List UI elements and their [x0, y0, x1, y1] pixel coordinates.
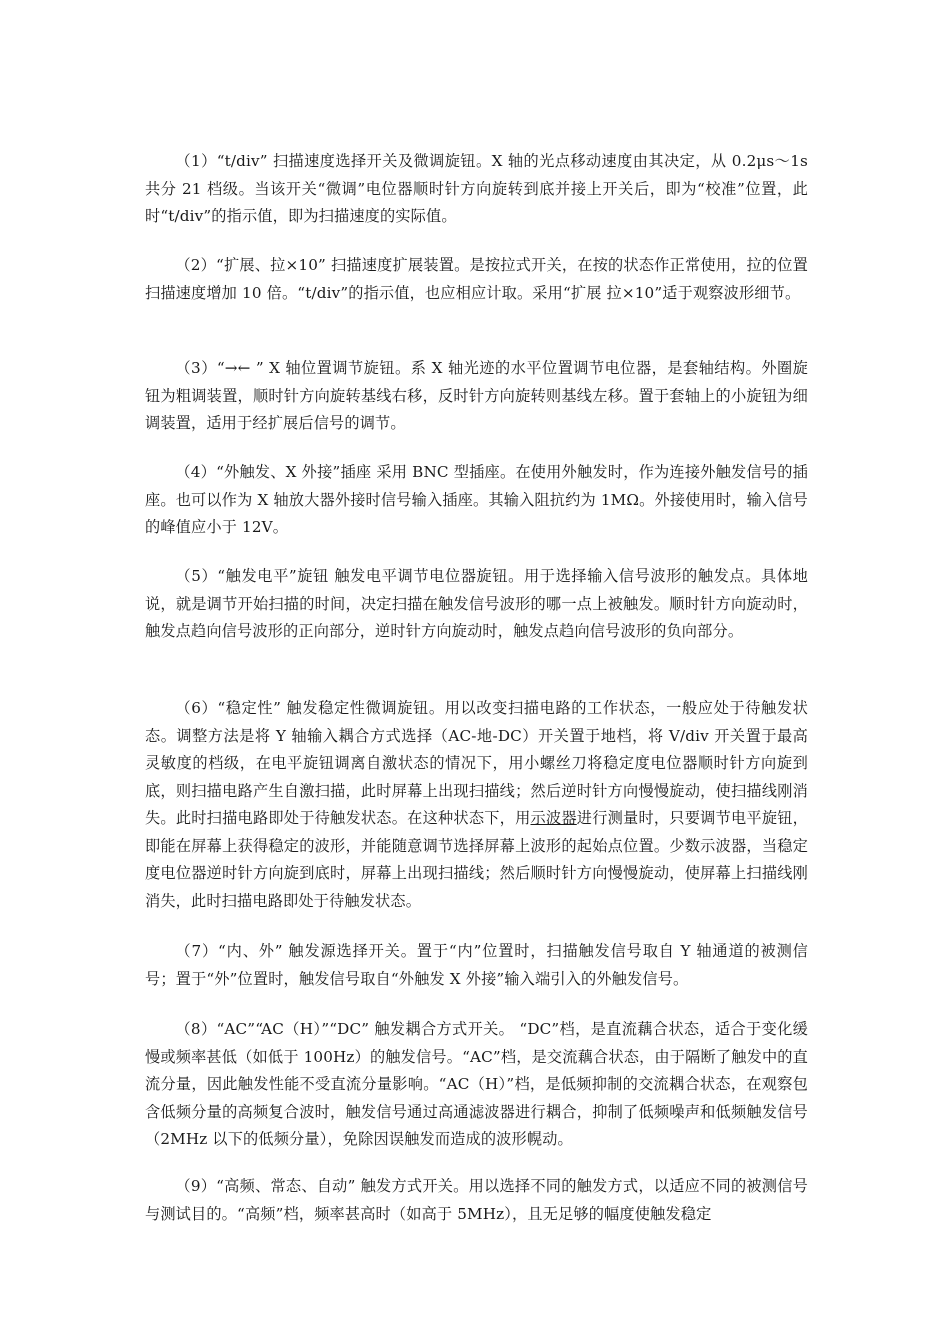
oscilloscope-link[interactable]: 示波器	[530, 809, 577, 827]
paragraph-6	[145, 695, 808, 915]
paragraph-4: （4）“外触发、X 外接”插座 采用 BNC 型插座。在使用外触发时，作为连接外触发信号的插座。也可以作为 X 轴放大器外接时信号输入插座。其输入阻抗约为 1MΩ。外接使用时，输入信号的峰值应小于 12V。	[145, 463, 808, 536]
paragraph-8: （8）“AC”“AC（H）”“DC” 触发耦合方式开关。 “DC”档，是直流藕合状态，适合于变化缓慢或频率甚低（如低于 100Hz）的触发信号。“AC”档，是交流藕合状态，由于隔断了触发中的直流分量，因此触发性能不受直流分量影响。“AC（H）”档，是低频抑制的交流耦合状态，在观察包含低频分量的高频复合波时，触发信号通过高通滤波器进行耦合，抑制了低频噪声和低频触发信号（2MHz 以下的低频分量），免除因误触发而造成的波形幌动。	[145, 1020, 808, 1148]
paragraph-7: （7）“内、外” 触发源选择开关。置于“内”位置时，扫描触发信号取自 Y 轴通道的被测信号；置于“外”位置时，触发信号取自“外触发 X 外接”输入端引入的外触发信号。	[145, 942, 808, 988]
paragraph-9: （9）“高频、常态、自动” 触发方式开关。用以选择不同的触发方式，以适应不同的被测信号与测试目的。“高频”档，频率甚高时（如高于 5MHz），且无足够的幅度使触发稳定	[145, 1177, 809, 1223]
paragraph-2: （2）“扩展、拉×10” 扫描速度扩展装置。是按拉式开关，在按的状态作正常使用，拉的位置扫描速度增加 10 倍。“t/div”的指示值，也应相应计取。采用“扩展 拉×10”适于观察波形细节。	[145, 256, 808, 302]
paragraph-6-text-before: （6）“稳定性” 触发稳定性微调旋钮。用以改变扫描电路的工作状态，一般应处于待触发状态。调整方法是将 Y 轴输入耦合方式选择（AC-地-DC）开关置于地档，将 V/div 开关置于最高灵敏度的档级，在电平旋钮调离自激状态的情况下，用小螺丝刀将稳定度电位器顺时针方向旋到底，则扫描电路产生自激扫描，此时屏幕上出现扫描线；然后逆时针方向慢慢旋动，使扫描线刚消失。此时扫描电路即处于待触发状态。在这种状态下，用	[145, 699, 808, 827]
paragraph-1: （1）“t/div” 扫描速度选择开关及微调旋钮。X 轴的光点移动速度由其决定，从 0.2μs～1s 共分 21 档级。当该开关“微调”电位器顺时针方向旋转到底并接上开关后，即为“校准”位置，此时“t/div”的指示值，即为扫描速度的实际值。	[145, 152, 808, 225]
paragraph-3: （3）“→← ” X 轴位置调节旋钮。系 X 轴光迹的水平位置调节电位器，是套轴结构。外圈旋钮为粗调装置，顺时针方向旋转基线右移，反时针方向旋转则基线左移。置于套轴上的小旋钮为细调装置，适用于经扩展后信号的调节。	[145, 359, 808, 432]
paragraph-5: （5）“触发电平”旋钮 触发电平调节电位器旋钮。用于选择输入信号波形的触发点。具体地说，就是调节开始扫描的时间，决定扫描在触发信号波形的哪一点上被触发。顺时针方向旋动时，触发点趋向信号波形的正向部分，逆时针方向旋动时，触发点趋向信号波形的负向部分。	[145, 567, 808, 640]
paragraph-6-text-after: 进行测量时，只要调节电平旋钮，即能在屏幕上获得稳定的波形，并能随意调节选择屏幕上波形的起始点位置。少数示波器，当稳定度电位器逆时针方向旋到底时，屏幕上出现扫描线；然后顺时针方向慢慢旋动，使屏幕上扫描线刚消失，此时扫描电路即处于待触发状态。	[145, 809, 809, 910]
